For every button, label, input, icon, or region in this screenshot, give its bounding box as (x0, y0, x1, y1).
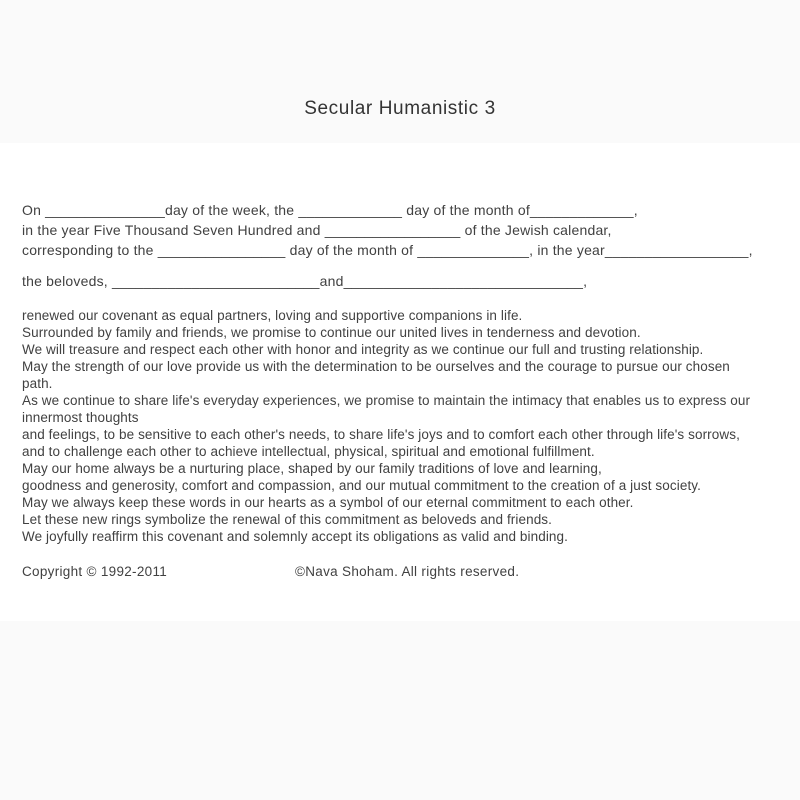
body-line: May we always keep these words in our hearts as a symbol of our eternal commitment to each other. (22, 495, 634, 510)
date-fill-in-paragraph (22, 200, 782, 260)
body-line: renewed our covenant as equal partners, loving and supportive companions in life. (22, 308, 523, 323)
body-line: We joyfully reaffirm this covenant and solemnly accept its obligations as valid and binding. (22, 529, 568, 544)
body-line: and feelings, to be sensitive to each other's needs, to share life's joys and to comfort each other through life's sorrows, (22, 427, 740, 442)
copyright-notice: Copyright © 1992-2011 (22, 564, 168, 579)
page-top-margin-band (0, 0, 800, 143)
beloveds-names-line: the beloveds, __________________________and______________________________, (22, 273, 588, 289)
body-line: path. (22, 376, 53, 391)
covenant-text (22, 307, 784, 545)
body-line: Let these new rings symbolize the renewal of this commitment as beloveds and friends. (22, 512, 553, 527)
date-line-jewish-year: in the year Five Thousand Seven Hundred and _________________ of the Jewish calendar, (22, 222, 612, 238)
page-bottom-margin-band (0, 621, 800, 800)
date-line-week: On _______________day of the week, the _____________ day of the month of_____________, (22, 202, 638, 218)
rights-reserved-notice: ©Nava Shoham. All rights reserved. (295, 564, 520, 579)
page-title: Secular Humanistic 3 (304, 98, 496, 119)
date-line-civil-year: corresponding to the ________________ day of the month of ______________, in the year__________________, (22, 242, 753, 258)
body-line: innermost thoughts (22, 410, 139, 425)
body-line: May our home always be a nurturing place, shaped by our family traditions of love and learning, (22, 461, 602, 476)
copyright-footer (22, 564, 782, 579)
body-line: Surrounded by family and friends, we promise to continue our united lives in tenderness and devotion. (22, 325, 641, 340)
body-line: goodness and generosity, comfort and compassion, and our mutual commitment to the creation of a just society. (22, 478, 701, 493)
body-line: May the strength of our love provide us with the determination to be ourselves and the courage to pursue our chosen (22, 359, 730, 374)
body-line: and to challenge each other to achieve intellectual, physical, spiritual and emotional fulfillment. (22, 444, 595, 459)
body-line: We will treasure and respect each other with honor and integrity as we continue our full and trusting relationship. (22, 342, 704, 357)
body-line: As we continue to share life's everyday experiences, we promise to maintain the intimacy that enables us to express our (22, 393, 751, 408)
